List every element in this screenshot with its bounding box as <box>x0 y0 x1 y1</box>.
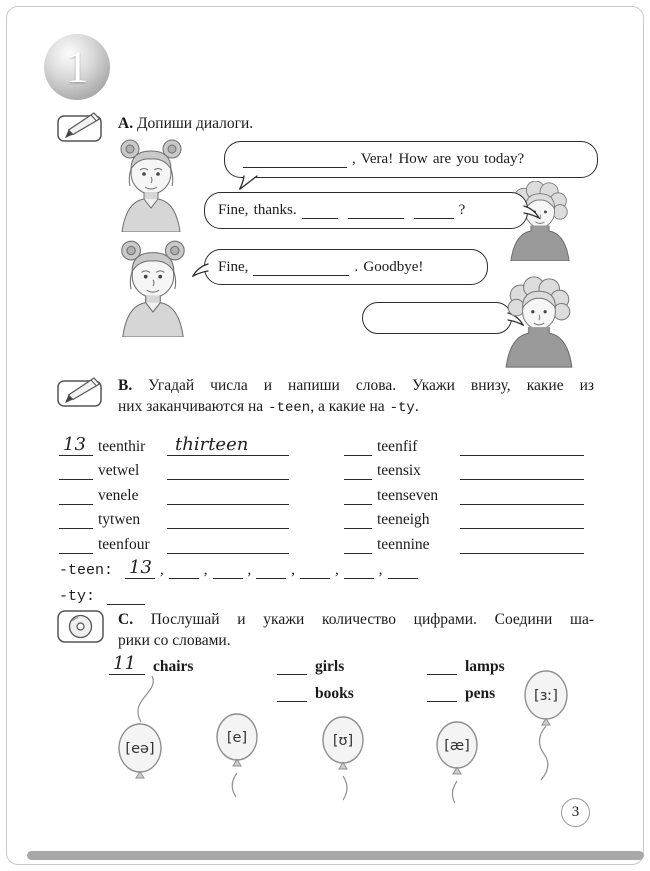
dialog-bubble-1 <box>224 141 598 178</box>
count-blank[interactable] <box>427 658 457 675</box>
ty-blank[interactable] <box>107 586 145 605</box>
bubble-text: Fine, <box>218 258 249 275</box>
bubble-text: ? <box>458 202 466 218</box>
ty-suffix-label: -ty: <box>59 588 96 605</box>
word-row <box>59 505 591 530</box>
woman-illustration <box>500 276 578 368</box>
word-row <box>59 480 591 505</box>
number-blank[interactable] <box>59 433 93 456</box>
count-words <box>59 653 619 716</box>
scrambled-word: teenfif <box>377 437 418 455</box>
answer-blank[interactable] <box>460 437 584 456</box>
bubble-text: , Vera! How are you today? <box>352 151 525 167</box>
count-blank[interactable] <box>277 658 307 675</box>
bubble-tail <box>192 263 210 277</box>
scrambled-word: teennine <box>377 535 430 553</box>
scrambled-word: teenseven <box>377 486 439 504</box>
ty-suffix: -ty <box>389 399 415 416</box>
answer-blank[interactable] <box>460 510 584 529</box>
scrambled-word: teeneigh <box>377 511 430 528</box>
svg-text:[eə]: [eə] <box>125 741 155 757</box>
word-row <box>59 456 591 481</box>
count-word: books <box>315 685 354 702</box>
pencil-icon <box>57 111 107 143</box>
balloon-string <box>343 776 347 800</box>
section-b-label: В. <box>118 377 133 394</box>
comma: , <box>203 562 208 578</box>
teen-blank[interactable] <box>388 560 418 579</box>
word-grid <box>59 431 591 554</box>
comma: , <box>378 562 383 578</box>
page-number-badge <box>561 798 590 827</box>
dialog-bubble-3 <box>204 249 488 285</box>
teen-blank[interactable] <box>300 560 330 579</box>
number-blank[interactable] <box>344 461 372 480</box>
dialog-blank[interactable] <box>243 151 347 168</box>
number-blank[interactable] <box>59 461 93 480</box>
word-row <box>59 529 591 554</box>
answer-blank[interactable] <box>167 433 289 456</box>
count-item-lamps <box>427 658 505 675</box>
count-item-pens <box>427 685 495 702</box>
answer-blank[interactable] <box>460 535 584 554</box>
balloon-ae[interactable] <box>437 722 477 774</box>
scrambled-word: tytwen <box>98 511 141 528</box>
answer-blank[interactable] <box>460 486 584 505</box>
dialog-bubble-2 <box>204 192 528 229</box>
handwritten-number: 13 <box>63 433 86 455</box>
handwritten-answer: thirteen <box>175 433 249 455</box>
section-a-label: А. <box>118 115 134 132</box>
section-c-label: С. <box>118 611 134 628</box>
teen-blank[interactable] <box>169 560 199 579</box>
unit-number: 1 <box>65 41 89 92</box>
balloon-string <box>232 773 237 797</box>
dialog-blank[interactable] <box>348 202 404 219</box>
balloon-ea[interactable] <box>119 724 161 778</box>
count-word: lamps <box>465 658 505 675</box>
answer-blank[interactable] <box>167 486 289 505</box>
svg-text:[æ]: [æ] <box>444 738 470 754</box>
bubble-tail <box>239 175 259 191</box>
girl-illustration <box>106 237 202 337</box>
unit-number-badge <box>44 34 110 100</box>
teen-blank[interactable] <box>344 560 374 579</box>
svg-text:[e]: [e] <box>226 730 248 746</box>
teen-suffix-label: -teen: <box>59 562 114 579</box>
number-blank[interactable] <box>344 486 372 505</box>
count-blank[interactable] <box>277 685 307 702</box>
scrambled-word: teensix <box>377 462 421 479</box>
number-blank[interactable] <box>59 486 93 505</box>
svg-text:[ʊ]: [ʊ] <box>332 733 354 749</box>
scrambled-word: venele <box>98 486 139 504</box>
ty-summary-row <box>59 579 148 605</box>
number-blank[interactable] <box>344 437 372 456</box>
number-blank[interactable] <box>344 510 372 529</box>
comma: , <box>160 562 164 578</box>
word-row <box>59 431 591 456</box>
teen-suffix: -teen <box>268 399 311 416</box>
bubble-text: . Goodbye! <box>354 258 424 275</box>
answer-blank[interactable] <box>167 535 289 554</box>
bubble-text: Fine, thanks. <box>218 202 297 218</box>
section-b-header <box>57 376 594 418</box>
balloon-string <box>452 781 457 803</box>
cd-icon <box>57 610 107 644</box>
dialog-blank[interactable] <box>414 202 454 219</box>
pencil-icon <box>57 376 107 408</box>
number-blank[interactable] <box>59 535 93 554</box>
answer-blank[interactable] <box>460 461 584 480</box>
handwritten-number: 13 <box>129 557 152 578</box>
section-c-title: С. Послушай и укажи количество цифрами. Соедини ша- рики со словами. <box>118 611 595 649</box>
balloon-u[interactable] <box>323 717 363 769</box>
teen-blank[interactable] <box>125 557 155 579</box>
scrambled-word: vetwel <box>98 462 140 479</box>
count-word: girls <box>315 658 345 675</box>
dialog-blank[interactable] <box>253 259 349 276</box>
comma: , <box>291 562 296 578</box>
girl-illustration <box>106 136 198 232</box>
scrambled-word: teenfour <box>98 535 150 553</box>
section-b-title: В. Угадай числа и напиши слова. Укажи внизу, какие из них заканчиваются на -teen, а какие на -ty. <box>118 377 594 416</box>
comma: , <box>335 562 339 578</box>
count-word: pens <box>465 685 496 702</box>
count-item-girls <box>277 658 344 675</box>
section-c-header <box>57 610 594 651</box>
number-blank[interactable] <box>344 535 372 554</box>
count-item-books <box>277 685 354 702</box>
bubble-tail <box>522 205 540 219</box>
teen-summary-row <box>59 553 421 579</box>
number-blank[interactable] <box>59 510 93 529</box>
page-number: 3 <box>571 804 580 820</box>
section-a-title: А. Допиши диалоги. <box>118 115 254 132</box>
count-blank[interactable] <box>109 653 145 675</box>
dialog-bubble-empty[interactable] <box>362 302 512 334</box>
balloon-e[interactable] <box>217 714 257 766</box>
count-word: chairs <box>153 658 194 675</box>
footer-bar <box>27 851 644 860</box>
comma: , <box>247 562 252 578</box>
answer-blank[interactable] <box>167 461 289 480</box>
balloon-string <box>539 726 547 780</box>
count-item-chairs <box>109 653 194 675</box>
teen-blank[interactable] <box>213 560 243 579</box>
count-blank[interactable] <box>427 685 457 702</box>
svg-text:[ɜː]: [ɜː] <box>534 688 558 704</box>
teen-blank[interactable] <box>256 560 286 579</box>
handwritten-count: 11 <box>113 653 136 674</box>
scrambled-word: teenthir <box>98 437 146 455</box>
answer-blank[interactable] <box>167 510 289 529</box>
dialog-blank[interactable] <box>302 202 338 219</box>
